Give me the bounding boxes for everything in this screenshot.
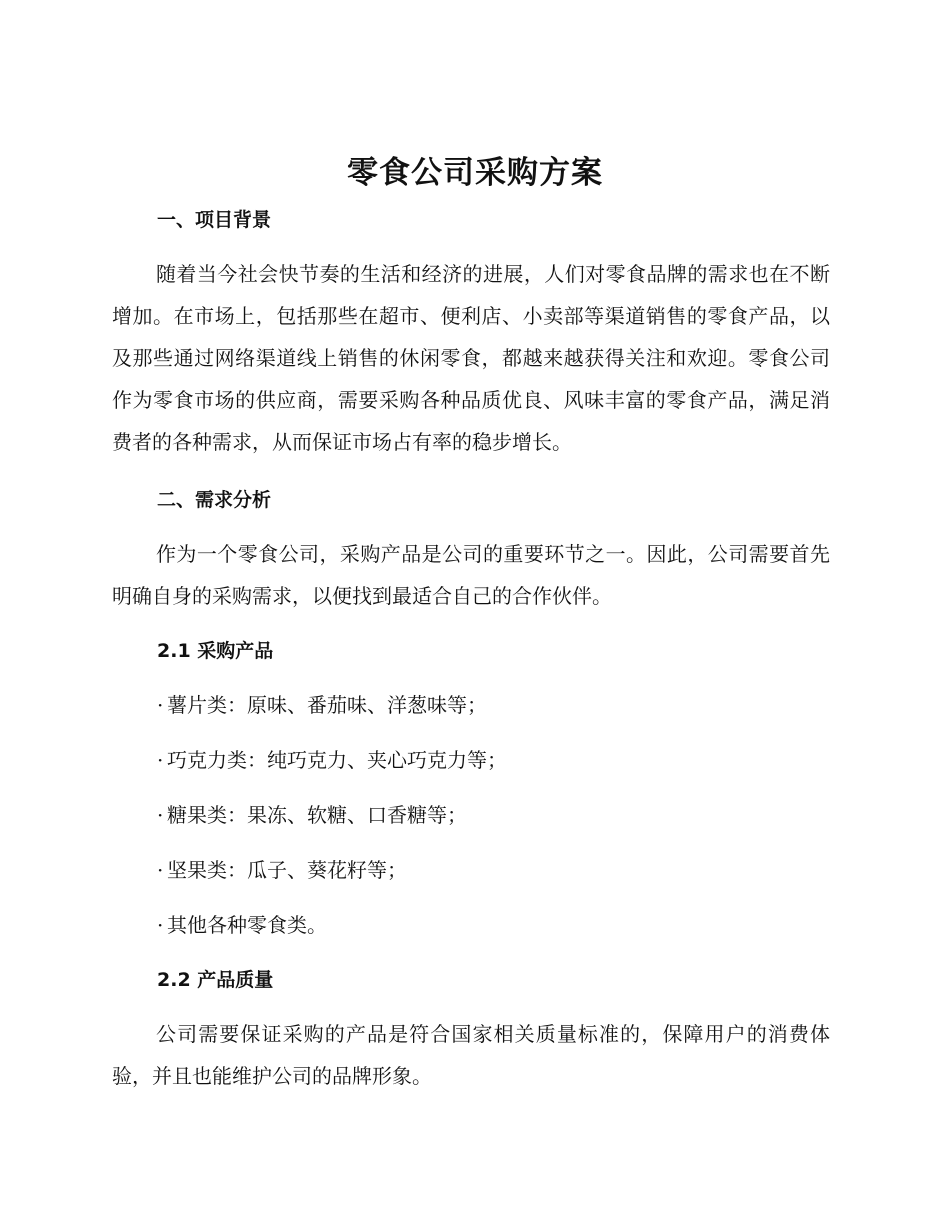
list-item-text: 薯片类：原味、番茄味、洋葱味等； bbox=[167, 693, 487, 717]
quality-paragraph: 公司需要保证采购的产品是符合国家相关质量标准的，保障用户的消费体验，并且也能维护公司的品牌形象。 bbox=[112, 1022, 830, 1088]
subsection-heading-quality: 2.2 产品质量 bbox=[157, 969, 274, 991]
document-title: 零食公司采购方案 bbox=[347, 155, 603, 191]
list-item bbox=[157, 800, 467, 830]
background-paragraph: 随着当今社会快节奏的生活和经济的进展，人们对零食品牌的需求也在不断增加。在市场上，包括那些在超市、便利店、小卖部等渠道销售的零食产品，以及那些通过网络渠道线上销售的休闲零食，都越来越获得关注和欢迎。零食公司作为零食市场的供应商，需要采购各种品质优良、风味丰富的零食产品，满足消费者的各种需求，从而保证市场占有率的稳步增长。 bbox=[112, 262, 830, 454]
subsection-heading-products: 2.1 采购产品 bbox=[157, 640, 274, 662]
bullet-icon: · bbox=[157, 858, 164, 882]
bullet-icon: · bbox=[157, 913, 164, 937]
list-item bbox=[157, 690, 487, 720]
list-item bbox=[157, 745, 507, 775]
list-item bbox=[157, 910, 327, 940]
list-item bbox=[157, 855, 407, 885]
bullet-icon: · bbox=[157, 803, 164, 827]
list-item-text: 糖果类：果冻、软糖、口香糖等； bbox=[167, 803, 467, 827]
requirements-paragraph: 作为一个零食公司，采购产品是公司的重要环节之一。因此，公司需要首先明确自身的采购需求，以便找到最适合自己的合作伙伴。 bbox=[112, 542, 830, 608]
section-heading-requirements: 二、需求分析 bbox=[157, 489, 272, 511]
section-heading-background: 一、项目背景 bbox=[157, 209, 272, 231]
bullet-icon: · bbox=[157, 693, 164, 717]
list-item-text: 巧克力类：纯巧克力、夹心巧克力等； bbox=[167, 748, 507, 772]
bullet-icon: · bbox=[157, 748, 164, 772]
list-item-text: 其他各种零食类。 bbox=[167, 913, 327, 937]
list-item-text: 坚果类：瓜子、葵花籽等； bbox=[167, 858, 407, 882]
